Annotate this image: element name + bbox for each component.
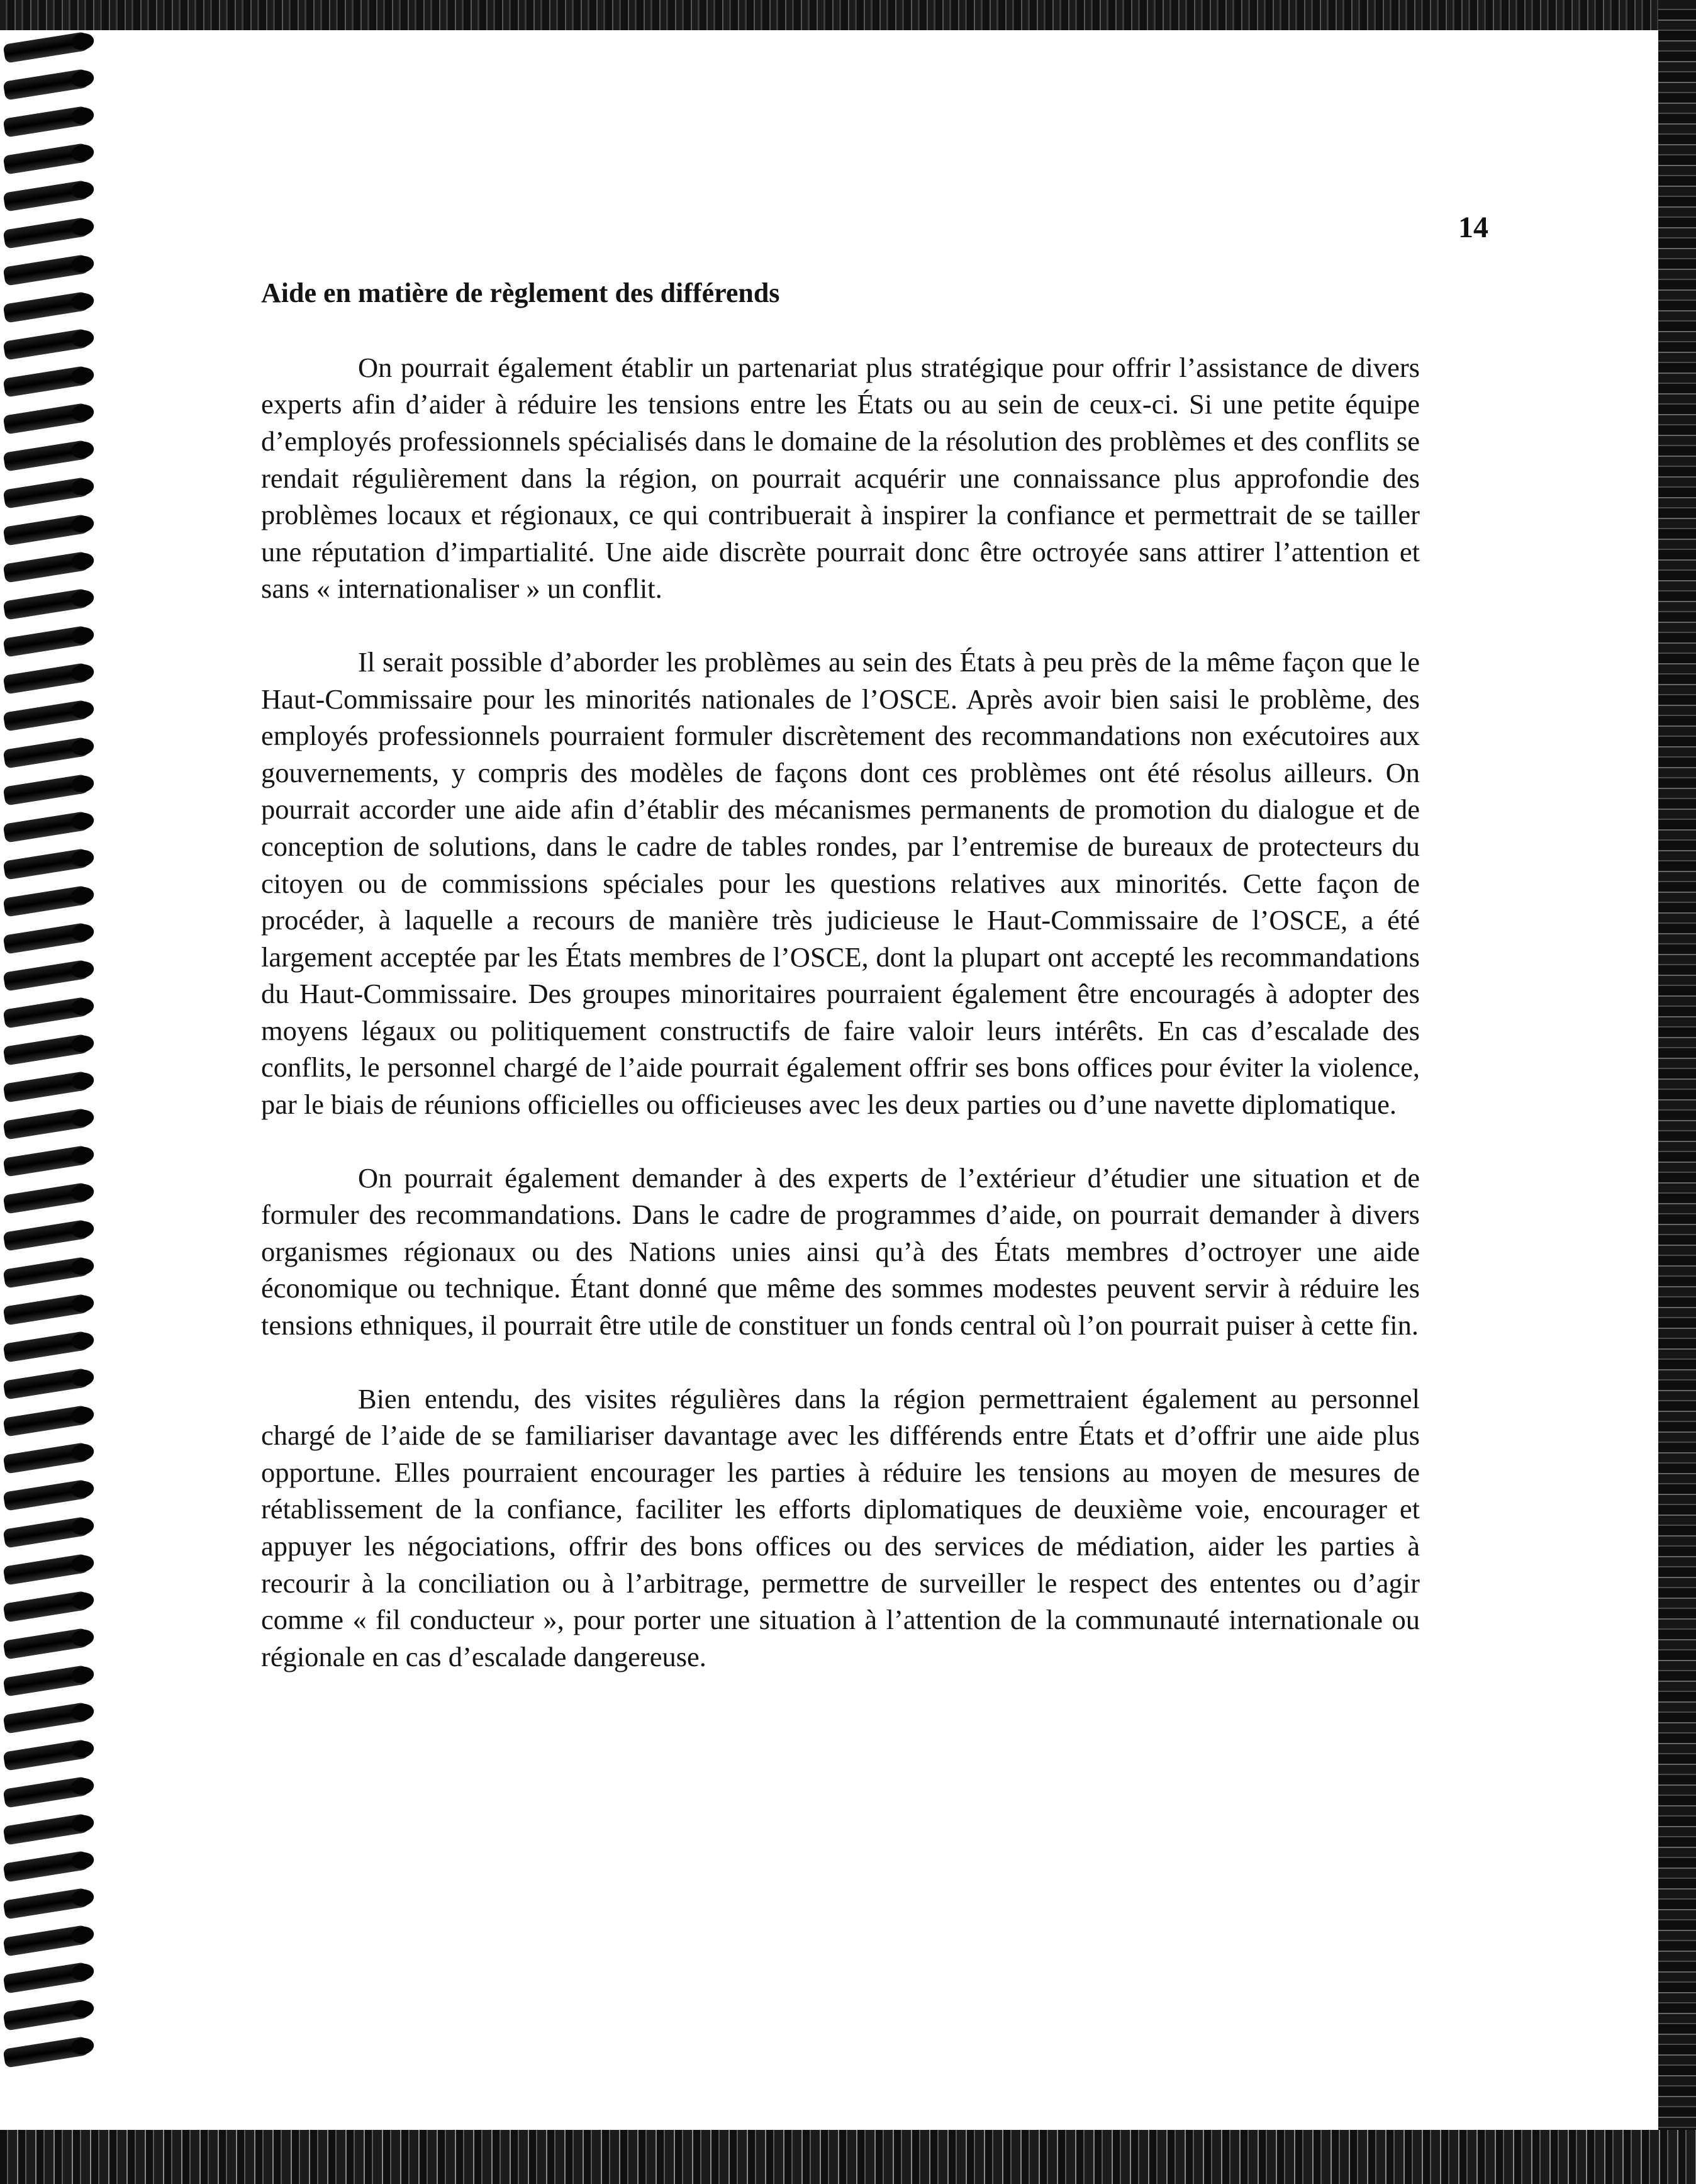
binding-coil (3, 402, 92, 434)
binding-coil (3, 1776, 92, 1808)
binding-coil (3, 736, 92, 768)
binding-coil (3, 1850, 92, 1882)
binding-coil (3, 1404, 92, 1436)
binding-coil (3, 1293, 92, 1325)
binding-coil (3, 68, 92, 100)
binding-coil (3, 1813, 92, 1845)
binding-coil (3, 551, 92, 583)
binding-coil (3, 1182, 92, 1214)
binding-coil (3, 254, 92, 286)
binding-coil (3, 996, 92, 1028)
binding-coil (3, 1479, 92, 1511)
binding-coil (3, 773, 92, 805)
paragraph-3: On pourrait également demander à des experts de l’extérieur d’étudier une situation et de formuler des recommandations. Dans le cadre de programmes d’aide, on pourrait demander à divers organismes régionaux ou des Nations unies ainsi qu’à des États membres d’octroyer une aide économique ou technique. Étant donné que même des sommes modestes peuvent servir à réduire les tensions ethniques, il pourrait être utile de constituer un fonds central où l’on pourrait puiser à cette fin. (261, 1162, 1420, 1341)
binding-coil (3, 1033, 92, 1065)
binding-coil (3, 1553, 92, 1585)
binding-coil (3, 1367, 92, 1399)
binding-coil (3, 1070, 92, 1102)
paragraph-2: Il serait possible d’aborder les problèmes au sein des États à peu près de la même façon que le Haut-Commissaire pour les minorités nationales de l’OSCE. Après avoir bien saisi le problème, des employés professionnels pourraient formuler discrètement des recommandations non exécutoires aux gouvernements, y compris des modèles de façons dont ces problèmes ont été résolus ailleurs. On pourrait accorder une aide afin d’établir des mécanismes permanents de promotion du dialogue et de conception de solutions, dans le cadre de tables rondes, par l’entremise de bureaux de protecteurs du citoyen ou de commissions spéciales pour les questions relatives aux minorités. Cette façon de procéder, à laquelle a recours de manière très judicieuse le Haut-Commissaire de l’OSCE, a été largement acceptée par les États membres de l’OSCE, dont la plupart ont accepté les recommandations du Haut-Commissaire. Des groupes minoritaires pourraient également être encouragés à adopter des moyens légaux ou politiquement constructifs de faire valoir leurs intérêts. En cas d’escalade des conflits, le personnel chargé de l’aide pourrait également offrir ses bons offices pour éviter la violence, par le biais de réunions officielles ou officieuses avec les deux parties ou d’une navette diplomatique. (261, 646, 1420, 1121)
binding-coil (3, 105, 92, 137)
binding-coil (3, 291, 92, 323)
binding-coil (3, 1998, 92, 2030)
binding-coil (3, 1219, 92, 1251)
binding-coil (3, 959, 92, 991)
binding-coil (3, 179, 92, 211)
binding-coil (3, 1516, 92, 1548)
scan-edge-bottom (0, 2130, 1696, 2184)
binding-coil (3, 810, 92, 843)
document-body (261, 277, 1420, 1711)
binding-coil (3, 365, 92, 397)
binding-coil (3, 885, 92, 917)
binding-coil (3, 588, 92, 620)
binding-coil (3, 2036, 92, 2068)
binding-coil (3, 662, 92, 694)
binding-coil (3, 1924, 92, 1956)
paragraph-4: Bien entendu, des visites régulières dans la région permettraient également au personnel chargé de l’aide de se familiariser davantage avec les différends entre États et d’offrir une aide plus opportune. Elles pourraient encourager les parties à réduire les tensions au moyen de mesures de rétablissement de la confiance, faciliter les efforts diplomatiques de deuxième voie, encourager et appuyer les négociations, offrir des bons offices ou des services de médiation, aider les parties à recourir à la conciliation ou à l’arbitrage, permettre de surveiller le respect des ententes ou d’agir comme « fil conducteur », pour porter une situation à l’attention de la communauté internationale ou régionale en cas d’escalade dangereuse. (261, 1382, 1420, 1672)
binding-coil (3, 625, 92, 657)
binding-coil (3, 1145, 92, 1177)
binding-coil (3, 513, 92, 546)
binding-coil (3, 1887, 92, 1919)
section-heading: Aide en matière de règlement des différends (261, 277, 780, 308)
binding-coil (3, 439, 92, 471)
binding-coil (3, 328, 92, 360)
binding-coil (3, 1739, 92, 1771)
paragraph-1: On pourrait également établir un partenariat plus stratégique pour offrir l’assistance de divers experts afin d’aider à réduire les tensions entre les États ou au sein de ceux-ci. Si une petite équipe d’employés professionnels spécialisés dans le domaine de la résolution des problèmes et des conflits se rendait régulièrement dans la région, on pourrait acquérir une connaissance plus approfondie des problèmes locaux et régionaux, ce qui contribuerait à inspirer la confiance et permettrait de se tailler une réputation d’impartialité. Une aide discrète pourrait donc être octroyée sans attirer l’attention et sans « internationaliser » un conflit. (261, 351, 1420, 605)
page-number: 14 (1458, 211, 1488, 244)
binding-coil (3, 1701, 92, 1733)
binding-coil (3, 1330, 92, 1362)
scan-edge-top (0, 0, 1696, 33)
binding-coil (3, 922, 92, 954)
binding-coil (3, 1627, 92, 1659)
binding-coil (3, 1590, 92, 1622)
binding-coil (3, 1664, 92, 1696)
scan-edge-right (1658, 0, 1696, 2184)
binding-coil (3, 1256, 92, 1288)
binding-coil (3, 476, 92, 508)
binding-coil (3, 699, 92, 731)
binding-coil (3, 848, 92, 880)
binding-coil (3, 216, 92, 249)
spiral-binding (0, 38, 101, 2108)
binding-coil (3, 142, 92, 174)
binding-coil (3, 1107, 92, 1140)
binding-coil (3, 1961, 92, 1993)
binding-coil (3, 1442, 92, 1474)
